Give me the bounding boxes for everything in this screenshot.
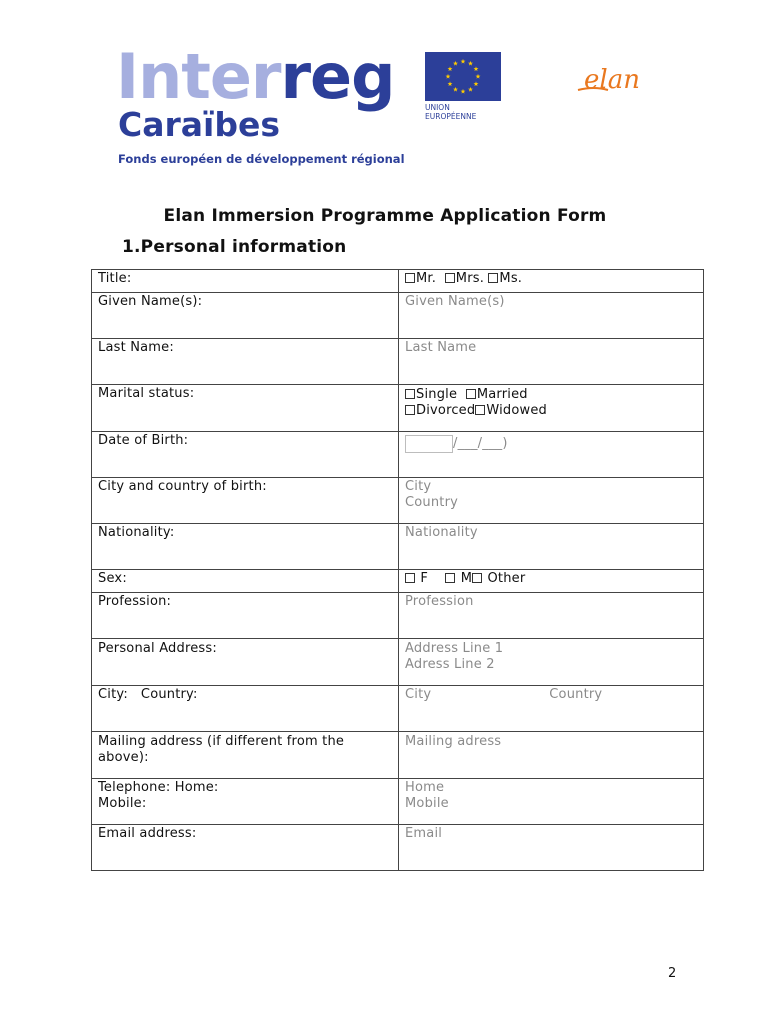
label-sex: Sex: — [92, 570, 399, 593]
label-telephone-home: Telephone: Home: — [98, 780, 219, 795]
nationality-placeholder: Nationality — [405, 525, 478, 540]
profession-field[interactable] — [399, 593, 704, 639]
address-line-1-placeholder: Address Line 1 — [405, 641, 504, 656]
label-given-name: Given Name(s): — [92, 293, 399, 339]
row-marital-status — [92, 385, 704, 432]
option-married: Married — [476, 387, 528, 402]
checkbox-divorced[interactable] — [405, 405, 415, 415]
checkbox-mr[interactable] — [405, 273, 415, 283]
eu-caption-line-1: UNION — [425, 103, 450, 112]
telephone-field[interactable] — [399, 779, 704, 825]
marital-status-options — [399, 385, 704, 432]
option-divorced: Divorced — [416, 403, 476, 418]
row-sex — [92, 570, 704, 593]
row-mailing-address — [92, 732, 704, 779]
eu-caption-line-2: EUROPÉENNE — [425, 112, 477, 121]
label-profession: Profession: — [92, 593, 399, 639]
label-city-country: City: Country: — [92, 686, 399, 732]
caraibes-wordmark: Caraïbes — [118, 105, 280, 144]
address-line-2-placeholder: Adress Line 2 — [405, 657, 495, 672]
option-ms: Ms. — [499, 271, 523, 286]
label-last-name: Last Name: — [92, 339, 399, 385]
date-format: /___/___) — [453, 436, 508, 451]
checkbox-female[interactable] — [405, 573, 415, 583]
email-field[interactable] — [399, 825, 704, 871]
city-placeholder: City — [405, 687, 432, 702]
label-date-of-birth: Date of Birth: — [92, 432, 399, 478]
option-female: F — [420, 571, 429, 586]
country-placeholder: Country — [549, 687, 603, 702]
checkbox-male[interactable] — [445, 573, 455, 583]
interreg-wordmark: Interreg — [116, 40, 395, 113]
row-nationality — [92, 524, 704, 570]
checkbox-single[interactable] — [405, 389, 415, 399]
option-mr: Mr. — [416, 271, 437, 286]
label-personal-address: Personal Address: — [92, 639, 399, 686]
option-widowed: Widowed — [486, 403, 547, 418]
elan-logo-text: elan — [584, 65, 640, 95]
row-telephone — [92, 779, 704, 825]
label-telephone-mobile: Mobile: — [98, 796, 147, 811]
row-personal-address — [92, 639, 704, 686]
email-placeholder: Email — [405, 826, 443, 841]
section-title: 1.Personal information — [122, 237, 347, 257]
telephone-home-placeholder: Home — [405, 780, 445, 795]
last-name-field[interactable] — [399, 339, 704, 385]
telephone-mobile-placeholder: Mobile — [405, 796, 449, 811]
option-male: M — [460, 571, 473, 586]
row-city-country — [92, 686, 704, 732]
last-name-placeholder: Last Name — [405, 340, 477, 355]
checkbox-mrs[interactable] — [445, 273, 455, 283]
form-title: Elan Immersion Programme Application Form — [163, 206, 607, 226]
given-name-field[interactable] — [399, 293, 704, 339]
page-number: 2 — [668, 966, 677, 981]
interreg-caraibes-logo — [116, 40, 406, 170]
date-day-input[interactable] — [405, 435, 453, 453]
checkbox-other[interactable] — [472, 573, 482, 583]
elan-logo — [574, 60, 660, 100]
birthplace-city-placeholder: City — [405, 479, 432, 494]
row-date-of-birth — [92, 432, 704, 478]
option-single: Single — [416, 387, 458, 402]
checkbox-married[interactable] — [466, 389, 476, 399]
label-nationality: Nationality: — [92, 524, 399, 570]
row-given-name — [92, 293, 704, 339]
label-birthplace: City and country of birth: — [92, 478, 399, 524]
title-options — [399, 270, 704, 293]
row-last-name — [92, 339, 704, 385]
profession-placeholder: Profession — [405, 594, 474, 609]
eu-flag-icon — [425, 52, 501, 101]
row-profession — [92, 593, 704, 639]
label-marital-status: Marital status: — [92, 385, 399, 432]
option-other: Other — [487, 571, 526, 586]
row-email — [92, 825, 704, 871]
eu-caption — [425, 103, 476, 121]
label-title: Title: — [92, 270, 399, 293]
label-telephone — [92, 779, 399, 825]
checkbox-widowed[interactable] — [475, 405, 485, 415]
checkbox-ms[interactable] — [488, 273, 498, 283]
nationality-field[interactable] — [399, 524, 704, 570]
row-title — [92, 270, 704, 293]
label-mailing-address: Mailing address (if different from the above): — [92, 732, 399, 779]
city-country-field[interactable] — [399, 686, 704, 732]
option-mrs: Mrs. — [455, 271, 485, 286]
mailing-address-placeholder: Mailing adress — [405, 734, 502, 749]
birthplace-country-placeholder: Country — [405, 495, 459, 510]
sex-options — [399, 570, 704, 593]
date-of-birth-field — [399, 432, 704, 478]
label-email: Email address: — [92, 825, 399, 871]
row-birthplace — [92, 478, 704, 524]
given-name-placeholder: Given Name(s) — [405, 294, 505, 309]
personal-address-field[interactable] — [399, 639, 704, 686]
mailing-address-field[interactable] — [399, 732, 704, 779]
birthplace-field[interactable] — [399, 478, 704, 524]
fonds-europeen-tagline: Fonds européen de développement régional — [118, 152, 405, 166]
personal-information-table — [91, 269, 704, 871]
